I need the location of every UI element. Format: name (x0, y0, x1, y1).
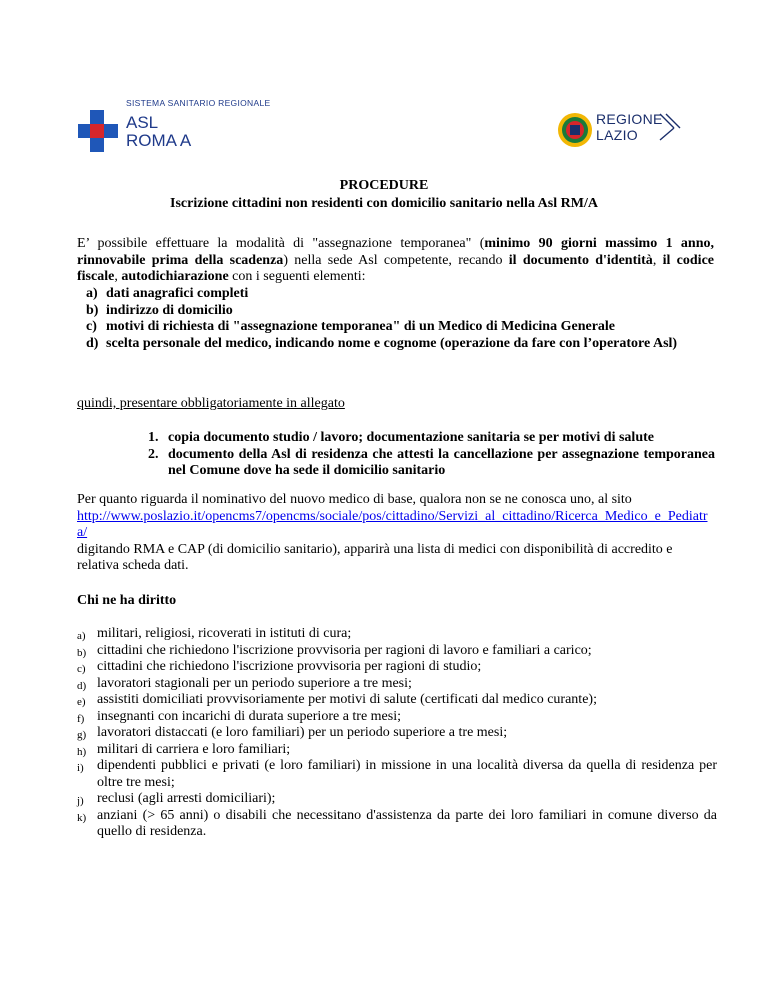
regione-lazio-logo (556, 110, 696, 150)
rights-list (77, 626, 717, 841)
list-item-text: militari di carriera e loro familiari; (97, 741, 291, 757)
doctor-text-2: digitando RMA e CAP (di domicilio sanitario), apparirà una lista di medici con disponibilità di accredito e relativa scheda dati. (77, 541, 673, 573)
asl-name: ASL ROMA A (126, 113, 192, 150)
intro-bold-duration: minimo 90 giorni massimo 1 anno, rinnovabile prima della scadenza (77, 236, 714, 268)
list-item (77, 725, 717, 742)
intro-text-2: ) nella sede Asl competente, recando (283, 252, 509, 268)
page-subtitle: Iscrizione cittadini non residenti con domicilio sanitario nella Asl RM/A (170, 196, 598, 211)
list-item (86, 319, 715, 336)
list-item (77, 709, 717, 726)
list-marker: j) (77, 795, 84, 807)
lazio-name: REGIONE LAZIO (596, 111, 663, 143)
list-item-text: indirizzo di domicilio (106, 302, 233, 318)
list-marker: b) (77, 646, 87, 659)
list-marker: d) (86, 335, 99, 351)
elements-list (86, 286, 715, 352)
list-marker: e) (77, 696, 86, 708)
list-marker: 1. (148, 430, 159, 445)
list-marker: a) (77, 630, 86, 642)
list-item (77, 692, 717, 709)
intro-paragraph (77, 236, 714, 286)
list-item-text: reclusi (agli arresti domiciliari); (97, 791, 276, 806)
attachments-intro: quindi, presentare obbligatoriamente in allegato (77, 396, 345, 411)
intro-text-1: E’ possibile effettuare la modalità di "assegnazione temporanea" ( (77, 236, 485, 251)
page-title: PROCEDURE (339, 178, 429, 193)
list-item-text: dipendenti pubblici e privati (e loro familiari) in missione in una località diversa da quella di residenza per oltre tre mesi; (97, 758, 717, 790)
list-marker: f) (77, 712, 85, 725)
list-marker: b) (86, 302, 99, 318)
asl-roma-a-logo (78, 98, 271, 153)
list-marker: c) (86, 319, 97, 334)
list-item (148, 430, 715, 447)
asl-system-label: SISTEMA SANITARIO REGIONALE (126, 98, 271, 108)
list-item (86, 286, 715, 303)
list-marker: h) (77, 745, 87, 758)
list-item (77, 758, 717, 791)
list-marker: k) (77, 811, 87, 824)
doctor-text: Per quanto riguarda il nominativo del nuovo medico di base, qualora non se ne conosca uno, al sito (77, 492, 632, 507)
list-item (77, 626, 717, 643)
list-item-text: insegnanti con incarichi di durata superiore a tre mesi; (97, 708, 402, 724)
intro-bold-auto: autodichiarazione (121, 269, 229, 284)
list-item-text: lavoratori distaccati (e loro familiari) per un periodo superiore a tre mesi; (97, 725, 508, 740)
list-item-text: scelta personale del medico, indicando nome e cognome (operazione da fare con l’operatore Asl) (106, 335, 678, 351)
rights-title: Chi ne ha diritto (77, 593, 177, 608)
list-item-text: copia documento studio / lavoro; documentazione sanitaria se per motivi di salute (168, 430, 654, 445)
list-marker: 2. (148, 446, 159, 462)
list-marker: d) (77, 679, 87, 692)
intro-text-3: , (652, 252, 663, 268)
list-item-text: documento della Asl di residenza che attesti la cancellazione per assegnazione temporanea nel Comune dove ha sede il domicilio sanitario (168, 446, 715, 478)
poslazio-link-wrap (77, 509, 717, 542)
list-marker: c) (77, 663, 86, 675)
list-item (77, 791, 717, 808)
poslazio-link[interactable]: http://www.poslazio.it/opencms7/opencms/sociale/pos/cittadino/Servizi_al_cittadino/Ricerca_Medico_e_Pediatra/ (77, 508, 708, 540)
list-item (77, 659, 717, 676)
doctor-paragraph (77, 492, 717, 575)
list-marker: a) (86, 286, 98, 301)
asl-cross-center (90, 124, 104, 138)
intro-bold-id: il documento d'identità (508, 252, 653, 268)
list-item-text: assistiti domiciliati provvisoriamente per motivi di salute (certificati dal medico curante); (97, 692, 597, 707)
list-item (86, 336, 715, 353)
attachments-list (148, 430, 715, 480)
intro-bold-cf: il codice fiscale (77, 252, 714, 284)
list-item-text: militari, religiosi, ricoverati in istituti di cura; (97, 626, 352, 641)
intro-text-5: con i seguenti elementi: (228, 269, 366, 284)
list-item (86, 303, 715, 320)
list-item (77, 742, 717, 759)
list-marker: i) (77, 762, 84, 774)
intro-text-4: , (114, 269, 122, 284)
list-item-text: anziani (> 65 anni) o disabili che necessitano d'assistenza da parte dei loro familiari in comune diverso da quello di residenza. (97, 807, 717, 839)
list-item (148, 447, 715, 480)
list-item (77, 808, 717, 841)
list-item-text: cittadini che richiedono l'iscrizione provvisoria per ragioni di lavoro e familiari a carico; (97, 642, 592, 658)
list-marker: g) (77, 729, 87, 741)
list-item-text: dati anagrafici completi (106, 286, 249, 301)
list-item-text: cittadini che richiedono l'iscrizione provvisoria per ragioni di studio; (97, 659, 482, 674)
list-item-text: motivi di richiesta di "assegnazione temporanea" di un Medico di Medicina Generale (106, 319, 616, 334)
list-item (77, 643, 717, 660)
list-item-text: lavoratori stagionali per un periodo superiore a tre mesi; (97, 675, 412, 691)
list-item (77, 676, 717, 693)
